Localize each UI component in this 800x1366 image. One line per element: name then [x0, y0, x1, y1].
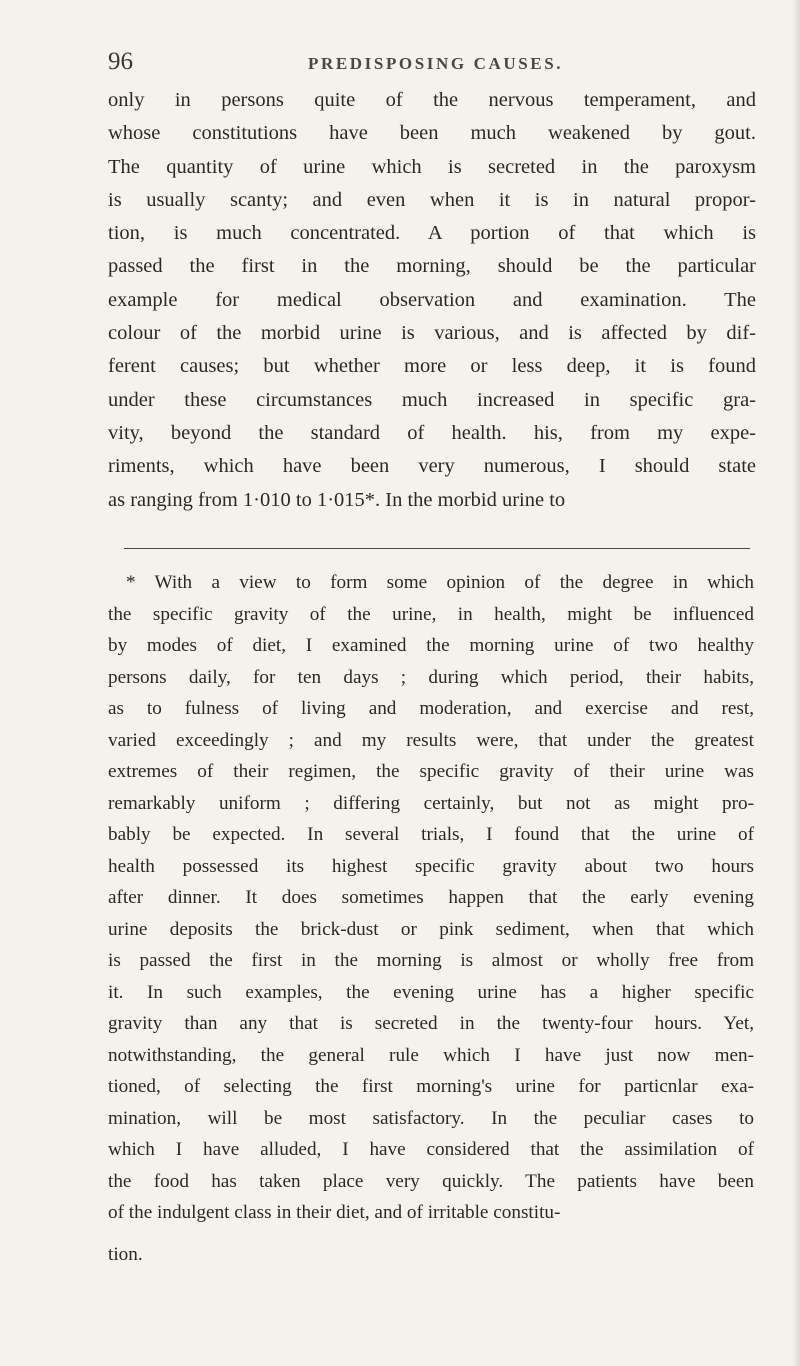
footnote-line: after dinner. It does sometimes happen that the early evening [108, 887, 754, 908]
footnote-line: persons daily, for ten days ; during which period, their habits, [108, 666, 754, 688]
footnote-line: bably be expected. In several trials, I found that the urine of [108, 824, 754, 845]
footnote-line: tion. [108, 1243, 143, 1265]
footnote-line: by modes of diet, I examined the morning urine of two healthy [108, 635, 754, 656]
body-line: whose constitutions have been much weakened by gout. [108, 122, 756, 145]
footnote-line: extremes of their regimen, the specific gravity of their urine was [108, 761, 754, 782]
running-head [108, 48, 748, 78]
footnote-line: gravity than any that is secreted in the twenty-four hours. Yet, [108, 1013, 754, 1034]
footnote-line: notwithstanding, the general rule which I have just now men- [108, 1044, 754, 1066]
footnote-line: health possessed its highest specific gravity about two hours [108, 855, 754, 877]
running-title: PREDISPOSING CAUSES. [308, 54, 564, 73]
body-line: colour of the morbid urine is various, and is affected by dif- [108, 322, 756, 345]
body-line: tion, is much concentrated. A portion of that which is [108, 222, 756, 245]
footnote-rule [124, 548, 750, 549]
footnote-line: which I have alluded, I have considered that the assimilation of [108, 1139, 754, 1160]
footnote-line: of the indulgent class in their diet, and of irritable constitu- [108, 1202, 561, 1223]
footnote-line: as to fulness of living and moderation, and exercise and rest, [108, 698, 754, 719]
footnote [108, 567, 754, 1270]
main-text [108, 84, 756, 517]
footnote-line: the specific gravity of the urine, in health, might be influenced [108, 603, 754, 625]
footnote-line: * With a view to form some opinion of the degree in which [126, 572, 754, 593]
body-line: passed the first in the morning, should be the particular [108, 255, 756, 278]
body-line: riments, which have been very numerous, I should state [108, 455, 756, 478]
page-number: 96 [108, 48, 133, 75]
footnote-line: varied exceedingly ; and my results were, that under the greatest [108, 729, 754, 751]
page-edge-shadow [792, 0, 800, 1366]
body-line: The quantity of urine which is secreted in the paroxysm [108, 155, 756, 178]
body-line: ferent causes; but whether more or less deep, it is found [108, 355, 756, 378]
body-line: is usually scanty; and even when it is in natural propor- [108, 188, 756, 211]
body-line: example for medical observation and examination. The [108, 288, 756, 311]
footnote-line: tioned, of selecting the first morning's urine for particnlar exa- [108, 1076, 754, 1097]
footnote-line: remarkably uniform ; differing certainly, but not as might pro- [108, 792, 754, 814]
footnote-line: is passed the first in the morning is almost or wholly free from [108, 950, 754, 971]
body-line: vity, beyond the standard of health. his, from my expe- [108, 421, 756, 444]
body-line: under these circumstances much increased in specific gra- [108, 388, 756, 411]
footnote-line: urine deposits the brick-dust or pink sediment, when that which [108, 918, 754, 940]
footnote-line: it. In such examples, the evening urine has a higher specific [108, 981, 754, 1003]
footnote-line: the food has taken place very quickly. The patients have been [108, 1170, 754, 1192]
body-line: only in persons quite of the nervous temperament, and [108, 89, 756, 111]
body-line: as ranging from 1·010 to 1·015*. In the morbid urine to [108, 488, 566, 511]
footnote-line: mination, will be most satisfactory. In the peculiar cases to [108, 1107, 754, 1129]
